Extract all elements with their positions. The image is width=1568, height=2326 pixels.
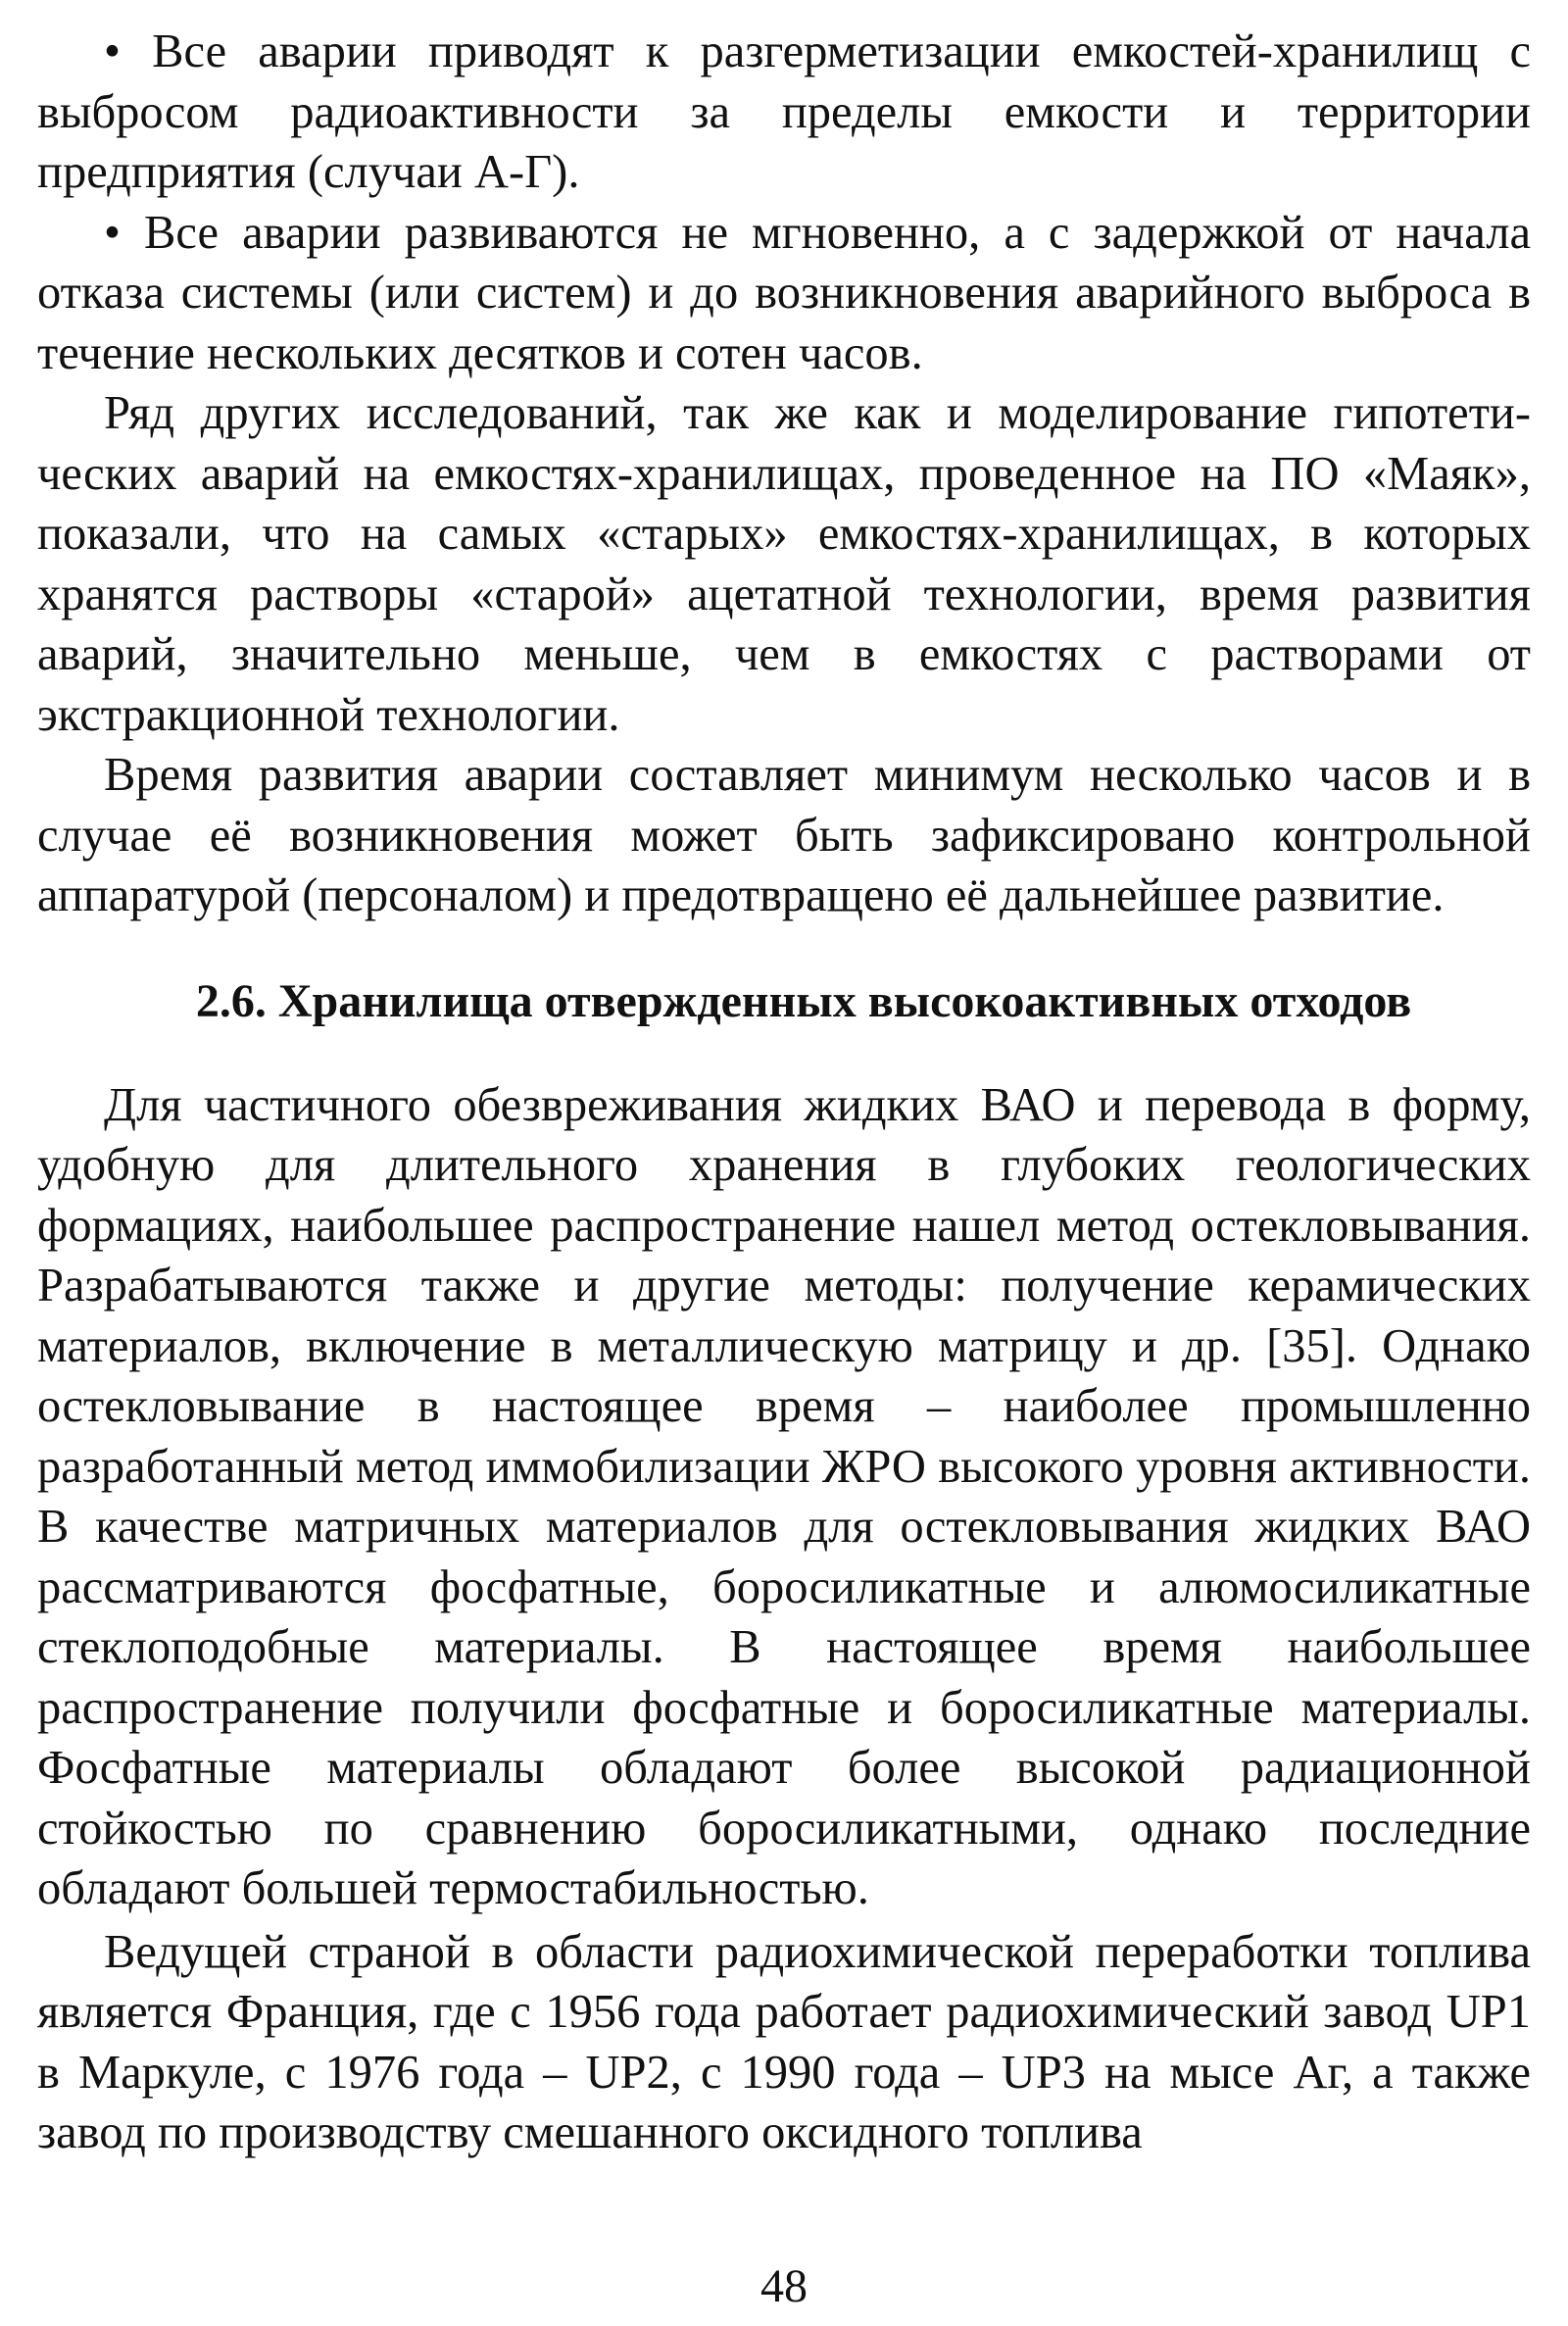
paragraph-mayak-modeling: Ряд других исследований, так же как и моделирование гипотетических аварий на емкостях-хранилищах, проведенное на ПО «Маяк», показали, что на самых «старых» емкостях-хранилищах, в которых хранятся растворы «старой» ацетатной технологии, время развития аварий, значительно меньше, чем в емкостях с растворами от экстракционной технологии. xyxy=(37,387,1531,741)
bullet-paragraph-emissions: • Все аварии приводят к разгерметизации емкостей-хранилищ с выбросом радиоактивности за пределы емкости и территории предприятия (случаи А-Г). xyxy=(37,25,1531,198)
paragraph-france-reprocessing: Ведущей страной в области радиохимической переработки топлива является Франция, где с 1956 года работает радиохимический завод UP1 в Маркуле, с 1976 года – UP2, с 1990 года – UP3 на мысе Аг, а также завод по производству смешанного оксидного топлива xyxy=(37,1925,1531,2158)
section-spacer-bottom xyxy=(37,1031,1531,1075)
section-heading: 2.6. Хранилища отвержденных высокоактивных отходов xyxy=(195,974,1412,1027)
section-spacer-top xyxy=(37,926,1531,972)
paragraph-accident-development-time: Время развития аварии составляет минимум несколько часов и в случае её возникновения может быть зафиксировано контрольной аппаратурой (персоналом) и предотвращено её дальнейшее развитие. xyxy=(37,749,1531,921)
document-page xyxy=(37,22,1531,2163)
paragraph-vitrification: Для частичного обезвреживания жидких ВАО и перевода в форму, удобную для длительного хранения в глубоких геологических формациях, наибольшее распространение нашел метод остекловывания. Разрабатываются также и другие методы: получение керамических материалов, включение в металлическую матрицу и др. [35]. Однако остекловывание в настоящее время – наиболее промышленно разработанный метод иммобилизации ЖРО высокого уровня активности. В качестве матричных материалов для остекловывания жидких ВАО рассматриваются фосфатные, боросиликатные и алюмосиликатные стеклоподобные материалы. В настоящее время наибольшее распространение получили фосфатные и боросиликатные материалы. Фосфатные материалы обладают более высокой радиационной стойкостью по сравнению боросиликатными, однако последние обладают большей термостабильностью. xyxy=(37,1078,1531,1914)
bullet-paragraph-delay: • Все аварии развиваются не мгновенно, а с задержкой от начала отказа системы (или систем) и до возникновения аварийного выброса в течение нескольких десятков и сотен часов. xyxy=(37,206,1531,379)
page-number: 48 xyxy=(760,2260,808,2312)
